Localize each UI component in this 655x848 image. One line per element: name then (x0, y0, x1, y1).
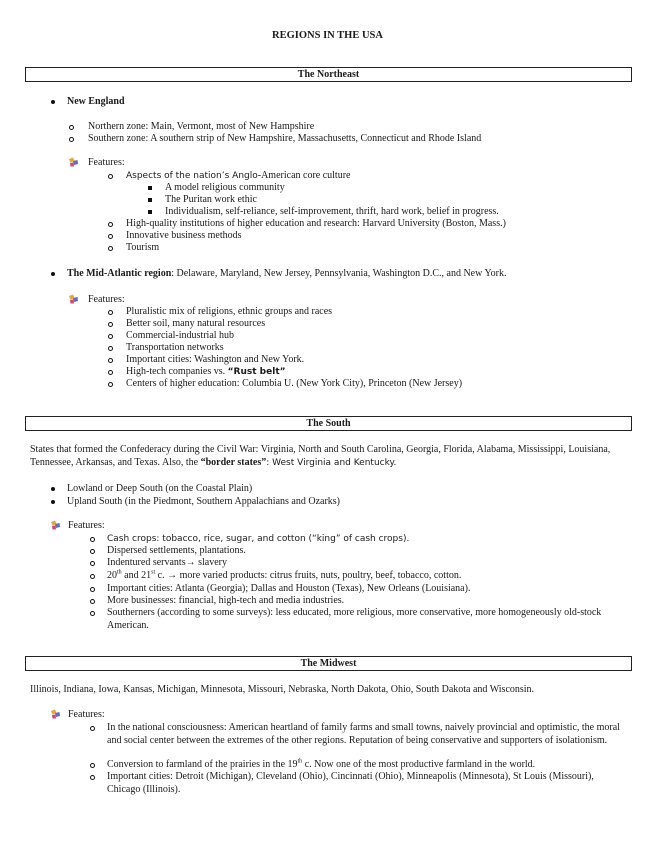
century-and: and 21 (121, 570, 152, 581)
document-title: REGIONS IN THE USA (272, 30, 383, 41)
aspect-item: A model religious community (165, 182, 285, 193)
circle-bullet (108, 334, 113, 339)
circle-bullet (90, 763, 95, 768)
circle-bullet (108, 382, 113, 387)
midwest-header: The Midwest (25, 656, 632, 671)
feature-item: Indentured servants→ slavery (107, 557, 227, 568)
aspect-item: The Puritan work ethic (165, 194, 257, 205)
circle-bullet (90, 587, 95, 592)
cash-crops: Cash crops: tobacco, rice, sugar, and cotton (“king” of cash crops). (107, 534, 410, 544)
circle-bullet (108, 222, 113, 227)
square-bullet (148, 198, 152, 202)
northeast-header: The Northeast (25, 67, 632, 82)
circle-bullet (90, 775, 95, 780)
feature-item: More businesses: financial, high-tech and media industries. (107, 595, 345, 606)
disc-bullet (51, 500, 55, 504)
feature-item: Southerners (according to some surveys): less educated, more religious, more conservative, more homogeneously old-stock American. (107, 607, 602, 631)
subregion-item: Lowland or Deep South (on the Coastal Plain) (67, 483, 253, 494)
south-header: The South (25, 416, 632, 431)
feature-item: Tourism (126, 242, 160, 253)
sup-th: th (117, 569, 122, 576)
south-intro (30, 444, 630, 469)
feature-item: Important cities: Atlanta (Georgia); Dallas and Houston (Texas), New Orleans (Louisiana). (107, 583, 471, 594)
feature-item: Commercial-industrial hub (126, 330, 235, 341)
conversion-pre: Conversion to farmland of the prairies in the 19 (107, 759, 298, 770)
northern-zone: Northern zone: Main, Vermont, most of New Hampshire (88, 121, 315, 132)
mid-atlantic-label: The Mid-Atlantic region (67, 268, 172, 279)
circle-bullet (108, 234, 113, 239)
square-bullet (148, 186, 152, 190)
new-england-label: New England (67, 96, 125, 107)
sup-th: th (297, 758, 303, 765)
circle-bullet (90, 599, 95, 604)
south-intro-end: : West Virginia and Kentucky. (266, 457, 397, 468)
rust-belt: “Rust belt” (227, 367, 286, 377)
circle-bullet (90, 537, 95, 542)
circle-bullet (69, 137, 74, 142)
midwest-states: Illinois, Indiana, Iowa, Kansas, Michigan, Minnesota, Missouri, Nebraska, North Dakota, Ohio, South Dakota and Wisconsin. (30, 684, 535, 695)
border-states: “border states” (200, 456, 267, 468)
circle-bullet (108, 346, 113, 351)
circle-bullet (69, 125, 74, 130)
circle-bullet (108, 370, 113, 375)
aspects-line (126, 170, 350, 183)
feature-item: Important cities: Washington and New York. (126, 354, 305, 365)
century-20: 20 (107, 570, 117, 581)
feature-item: Pluralistic mix of religions, ethnic groups and races (126, 306, 333, 317)
centuries-item (107, 570, 461, 583)
feature-item: Centers of higher education: Columbia U. (New York City), Princeton (New Jersey) (126, 378, 463, 389)
sup-st: st (151, 569, 156, 576)
mid-atlantic-states: : Delaware, Maryland, New Jersey, Pennsylvania, Washington D.C., and New York. (171, 268, 507, 279)
disc-bullet (51, 272, 55, 276)
circle-bullet (108, 310, 113, 315)
features-label: Features: (68, 709, 105, 720)
conversion-item (107, 759, 535, 772)
aspects-prefix: Aspects of the nation’s Anglo (126, 171, 258, 181)
circle-bullet (108, 246, 113, 251)
circle-bullet (108, 358, 113, 363)
conversion-post: c. Now one of the most productive farmland in the world. (302, 759, 536, 770)
feature-item: Transportation networks (126, 342, 224, 353)
subregion-item: Upland South (in the Piedmont, Southern Appalachians and Ozarks) (67, 496, 341, 507)
circle-bullet (90, 611, 95, 616)
features-label: Features: (88, 157, 125, 168)
south-intro-main: States that formed the Confederacy during the Civil War: Virginia, North and South Carolina, Georgia, Florida, Alabama, Mississippi, Louisiana, Tennessee, Arkansas, and Texas. Also, the (30, 444, 611, 468)
features-label: Features: (68, 520, 105, 531)
square-bullet (148, 210, 152, 214)
feature-item: Dispersed settlements, plantations. (107, 545, 246, 556)
feature-item: Important cities: Detroit (Michigan), Cleveland (Ohio), Cincinnati (Ohio), Minneapolis (Minnesota), St Louis (Missouri), Chicago (Illinois). (107, 771, 594, 795)
disc-bullet (51, 487, 55, 491)
fancy-bullet-icon (50, 709, 61, 719)
aspects-suffix: -American core culture (257, 170, 351, 181)
fancy-bullet-icon (68, 294, 79, 304)
disc-bullet (51, 100, 55, 104)
circle-bullet (90, 561, 95, 566)
century-rest: c. → more varied products: citrus fruits, nuts, poultry, beef, tobacco, cotton. (155, 570, 462, 581)
mid-atlantic-line (67, 268, 507, 281)
feature-item: Better soil, many natural resources (126, 318, 266, 329)
circle-bullet (90, 726, 95, 731)
feature-item: Innovative business methods (126, 230, 242, 241)
circle-bullet (90, 574, 95, 579)
features-label: Features: (88, 294, 125, 305)
circle-bullet (90, 549, 95, 554)
fancy-bullet-icon (50, 520, 61, 530)
hightech-line (126, 366, 286, 379)
southern-zone: Southern zone: A southern strip of New Hampshire, Massachusetts, Connecticut and Rhode Island (88, 133, 482, 144)
feature-item: In the national consciousness: American heartland of family farms and small towns, naively provincial and optimistic, the moral and social center between the extremes of the other regions. Reputation of being conservative and supporters of isolationism. (107, 722, 620, 746)
fancy-bullet-icon (68, 157, 79, 167)
hightech-prefix: High-tech companies vs. (126, 366, 228, 377)
aspect-item: Individualism, self-reliance, self-improvement, thrift, hard work, belief in progress. (165, 206, 499, 217)
feature-item: High-quality institutions of higher education and research: Harvard University (Boston, Mass.) (126, 218, 506, 229)
circle-bullet (108, 322, 113, 327)
circle-bullet (108, 174, 113, 179)
